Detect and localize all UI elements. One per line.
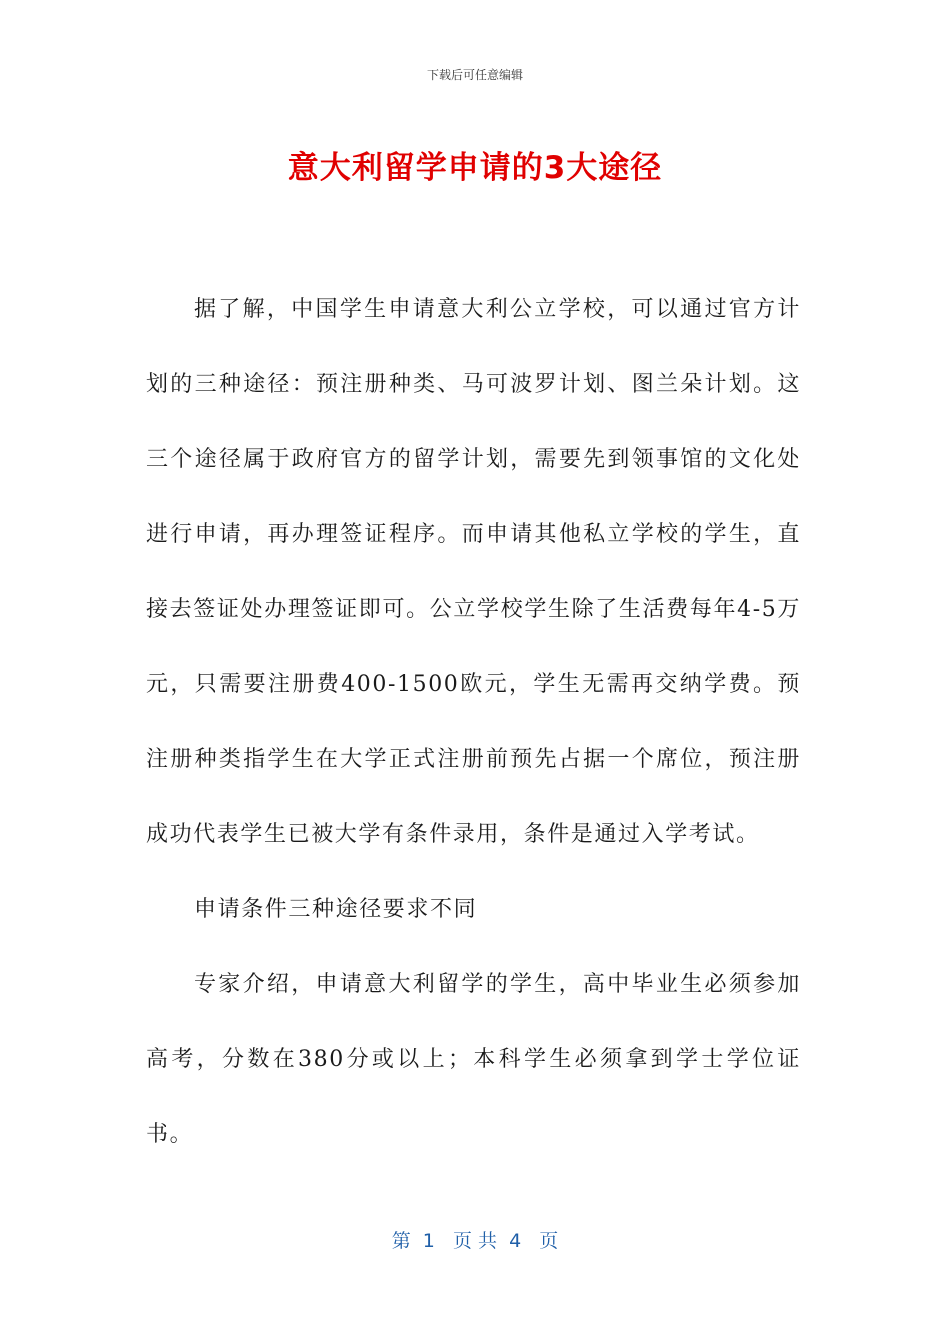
document-body — [146, 272, 801, 1172]
page-number: 第 1 页 共 4 页 — [391, 1230, 559, 1252]
paragraph: 专家介绍，申请意大利留学的学生，高中毕业生必须参加高考，分数在380分或以上；本科学生必须拿到学士学位证书。 — [146, 972, 801, 1147]
paragraph: 申请条件三种途径要求不同 — [194, 897, 478, 922]
header-note: 下载后可任意编辑 — [426, 68, 523, 82]
document-title: 意大利留学申请的3大途径 — [287, 150, 663, 186]
paragraph: 据了解，中国学生申请意大利公立学校，可以通过官方计划的三种途径：预注册种类、马可波罗计划、图兰朵计划。这三个途径属于政府官方的留学计划，需要先到领事馆的文化处进行申请，再办理签证程序。而申请其他私立学校的学生，直接去签证处办理签证即可。公立学校学生除了生活费每年4-5万元，只需要注册费400-1500欧元，学生无需再交纳学费。预注册种类指学生在大学正式注册前预先占据一个席位，预注册成功代表学生已被大学有条件录用，条件是通过入学考试。 — [146, 297, 801, 847]
